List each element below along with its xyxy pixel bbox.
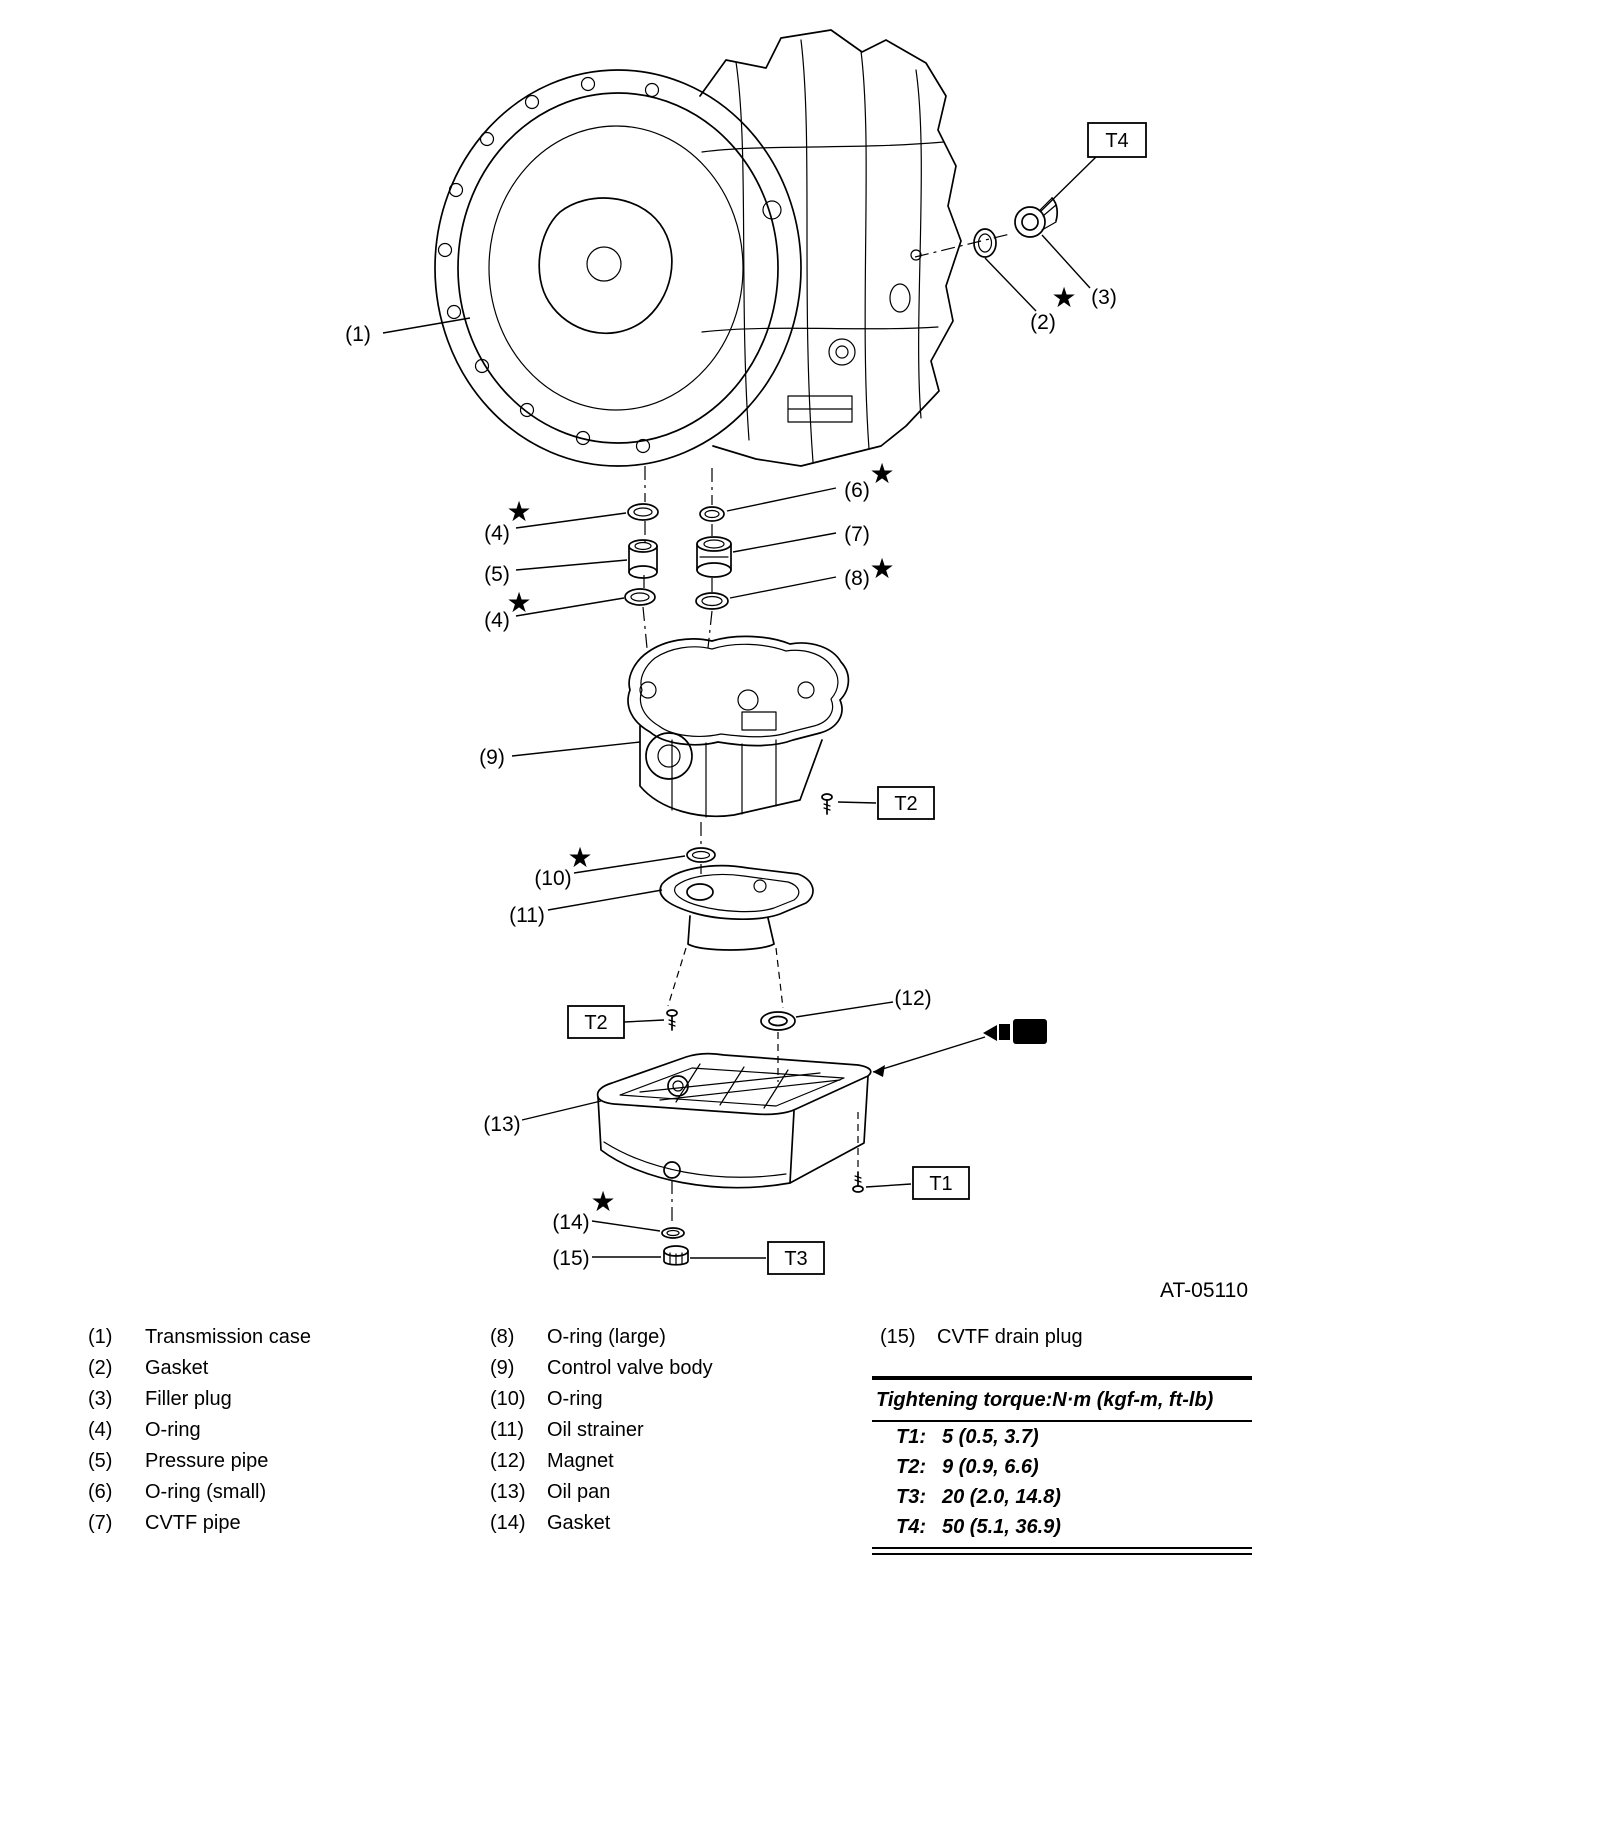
callout-2: (2) xyxy=(1030,311,1056,334)
torque-row-tag: T1: xyxy=(896,1426,926,1448)
leader-line xyxy=(727,488,836,511)
callout-1: (1) xyxy=(345,323,371,346)
legend-item-label: Gasket xyxy=(547,1512,611,1534)
legend-item xyxy=(88,1446,311,1477)
legend-item xyxy=(88,1508,311,1539)
callout-13: (13) xyxy=(483,1113,521,1136)
legend-item-number: (5) xyxy=(88,1450,113,1472)
torque-row-value: 9 (0.9, 6.6) xyxy=(942,1456,1039,1478)
legend-item-number: (3) xyxy=(88,1388,113,1410)
torque-row-tag: T2: xyxy=(896,1456,926,1478)
legend-item xyxy=(88,1415,311,1446)
leader-line xyxy=(730,577,836,598)
arrowhead xyxy=(873,1065,885,1077)
transmission-case-drawing xyxy=(435,30,961,466)
star-icon: ★ xyxy=(506,495,532,528)
torque-tag-t4 xyxy=(1040,123,1146,212)
legend-item xyxy=(490,1508,713,1539)
legend-item-number: (15) xyxy=(880,1326,916,1348)
legend-item-number: (7) xyxy=(88,1512,113,1534)
torque-row-tag: T4: xyxy=(896,1516,926,1538)
callout-5: (5) xyxy=(484,563,510,586)
leader-line xyxy=(516,513,626,528)
star-icon: ★ xyxy=(869,457,895,490)
legend-item-label: Filler plug xyxy=(145,1388,232,1410)
star-icon: ★ xyxy=(1051,281,1077,314)
legend-item-number: (11) xyxy=(490,1419,525,1441)
torque-tag-t3-label: T3 xyxy=(784,1248,808,1270)
gasket-14-drawing xyxy=(662,1228,684,1238)
star-icon: ★ xyxy=(567,841,593,874)
torque-row-value: 50 (5.1, 36.9) xyxy=(942,1516,1061,1538)
torque-table-row xyxy=(872,1482,1252,1512)
torque-tag-t1 xyxy=(866,1167,969,1199)
legend-item xyxy=(490,1415,713,1446)
legend-item-number: (12) xyxy=(490,1450,526,1472)
torque-row-value: 20 (2.0, 14.8) xyxy=(942,1486,1061,1508)
torque-tag-t1-label: T1 xyxy=(929,1173,953,1195)
callout-3: (3) xyxy=(1091,286,1117,309)
torque-tag-t4-label: T4 xyxy=(1105,130,1129,152)
legend-item-number: (13) xyxy=(490,1481,526,1503)
leader-line xyxy=(733,533,836,552)
leader-line xyxy=(873,1037,985,1072)
leader-line xyxy=(522,1101,601,1120)
callout-12: (12) xyxy=(894,987,932,1010)
torque-tag-t3 xyxy=(690,1242,824,1274)
callout-9: (9) xyxy=(479,746,505,769)
legend-item xyxy=(88,1477,311,1508)
leader-line xyxy=(796,1002,893,1017)
legend-item-number: (4) xyxy=(88,1419,113,1441)
torque-row-tag: T3: xyxy=(896,1486,926,1508)
oring-small-6-drawing xyxy=(700,507,724,521)
leader-line xyxy=(383,318,470,333)
legend-item-number: (14) xyxy=(490,1512,526,1534)
torque-table-row xyxy=(872,1452,1252,1482)
legend-item xyxy=(88,1322,311,1353)
legend-column-3 xyxy=(880,1322,1083,1353)
callout-11: (11) xyxy=(509,904,545,927)
oil-pan-drawing xyxy=(598,1054,871,1188)
legend-item-label: O-ring xyxy=(547,1388,603,1410)
screw-t2a xyxy=(822,794,832,814)
legend-item-number: (10) xyxy=(490,1388,526,1410)
figure-code: AT-05110 xyxy=(1160,1279,1248,1302)
legend-item-label: Oil strainer xyxy=(547,1419,644,1441)
star-icon: ★ xyxy=(590,1185,616,1218)
callout-4b: (4) xyxy=(484,609,510,632)
drain-plug-drawing xyxy=(664,1246,688,1265)
legend-column-2 xyxy=(490,1322,713,1539)
oring-large-8-drawing xyxy=(696,593,728,609)
legend-item-label: O-ring (large) xyxy=(547,1326,666,1348)
legend-item-label: CVTF drain plug xyxy=(937,1326,1083,1348)
legend-item-label: CVTF pipe xyxy=(145,1512,241,1534)
legend-item-number: (2) xyxy=(88,1357,113,1379)
screw-t2b xyxy=(667,1010,677,1030)
legend-item-label: Gasket xyxy=(145,1357,209,1379)
callout-10: (10) xyxy=(534,867,572,890)
legend-item xyxy=(490,1384,713,1415)
legend-item-number: (6) xyxy=(88,1481,113,1503)
torque-table-title: Tightening torque:N·m (kgf-m, ft-lb) xyxy=(872,1380,1252,1422)
sealant-tube-icon xyxy=(983,1019,1047,1044)
callout-14: (14) xyxy=(552,1211,590,1234)
control-valve-body-drawing xyxy=(628,636,848,817)
gasket-2-drawing xyxy=(974,229,996,257)
torque-table-bottom-rule xyxy=(872,1547,1252,1555)
leader-line xyxy=(516,560,627,570)
legend-item-number: (1) xyxy=(88,1326,113,1348)
star-icon: ★ xyxy=(506,586,532,619)
torque-tag-t2a xyxy=(838,787,934,819)
screw-t1 xyxy=(853,1172,863,1192)
legend-item xyxy=(490,1322,713,1353)
legend-item xyxy=(88,1353,311,1384)
legend-item-label: O-ring xyxy=(145,1419,201,1441)
torque-table-row xyxy=(872,1422,1252,1452)
leader-line xyxy=(512,742,640,756)
legend-item xyxy=(880,1322,1083,1353)
callout-4a: (4) xyxy=(484,522,510,545)
leader-line xyxy=(516,598,624,616)
cvtf-pipe-drawing xyxy=(697,537,731,577)
legend-item-label: O-ring (small) xyxy=(145,1481,267,1503)
torque-tag-t2b xyxy=(568,1006,664,1038)
legend-item-number: (9) xyxy=(490,1357,515,1379)
torque-tag-t2a-label: T2 xyxy=(894,793,918,815)
leader-line xyxy=(592,1221,660,1231)
oring-4b-drawing xyxy=(625,589,655,605)
legend-item-label: Control valve body xyxy=(547,1357,713,1379)
torque-row-value: 5 (0.5, 3.7) xyxy=(942,1426,1039,1448)
legend-item-number: (8) xyxy=(490,1326,515,1348)
legend-column-1 xyxy=(88,1322,311,1539)
legend-item xyxy=(490,1477,713,1508)
legend-item xyxy=(490,1353,713,1384)
pressure-pipe-drawing xyxy=(629,540,657,578)
callout-8: (8) xyxy=(844,567,870,590)
torque-table-row xyxy=(872,1512,1252,1542)
legend-item xyxy=(490,1446,713,1477)
leader-line xyxy=(548,890,662,910)
legend-item xyxy=(88,1384,311,1415)
torque-table xyxy=(872,1376,1252,1555)
callout-15: (15) xyxy=(552,1247,590,1270)
oring-10-drawing xyxy=(687,848,715,862)
callout-7: (7) xyxy=(844,523,870,546)
legend-item-label: Oil pan xyxy=(547,1481,611,1503)
star-icon: ★ xyxy=(869,552,895,585)
legend-item-label: Pressure pipe xyxy=(145,1450,269,1472)
legend-item-label: Transmission case xyxy=(145,1326,311,1348)
torque-tag-t2b-label: T2 xyxy=(584,1012,608,1034)
oring-4a-drawing xyxy=(628,504,658,520)
callout-6: (6) xyxy=(844,479,870,502)
magnet-drawing xyxy=(761,1012,795,1030)
oil-strainer-drawing xyxy=(660,866,813,1008)
filler-plug-drawing xyxy=(1015,198,1057,237)
leader-line xyxy=(985,258,1036,311)
legend-item-label: Magnet xyxy=(547,1450,614,1472)
